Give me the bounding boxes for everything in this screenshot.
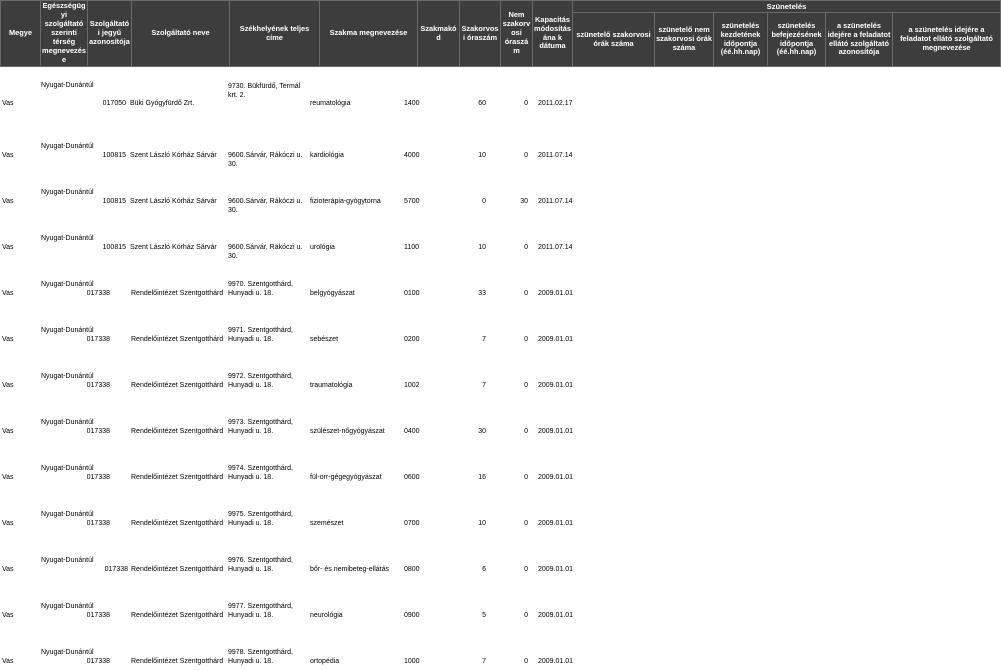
azonosito-cell: 017338: [86, 658, 110, 665]
szakmakod-cell: 4000: [404, 152, 420, 159]
col-header-szunetelo-nem-szakorvosi: szünetelő nem szakorvosi órák száma: [655, 13, 714, 67]
szakma-cell: szemészet: [310, 520, 344, 527]
szakorvosi-cell: 10: [478, 152, 486, 159]
szakmakod-cell: 0700: [404, 520, 420, 527]
nev-cell: Rendelőintézet Szentgotthárd: [131, 382, 224, 389]
szakma-cell: kardiológia: [310, 152, 344, 159]
col-header-szakmakod: Szakmakód: [418, 1, 460, 67]
cim-cell: 9978. Szentgotthárd, Hunyadi u. 18.: [228, 649, 293, 665]
nem-szakorvosi-cell: 0: [524, 244, 528, 251]
col-header-ellato-azonosito: a szünetelés idejére a feladatot ellátó szolgáltató azonosítója: [826, 13, 893, 67]
nev-cell: Szent László Kórház Sárvár: [130, 152, 217, 159]
terseg-cell: Nyugat-Dunántúl: [41, 511, 94, 518]
terseg-cell: Nyugat-Dunántúl: [41, 419, 94, 426]
megye-cell: Vas: [2, 658, 14, 665]
megye-cell: Vas: [2, 566, 14, 573]
szakma-cell: bőr- és nemibeteg-ellátás: [310, 566, 389, 573]
table-row: [0, 164, 960, 214]
terseg-cell: Nyugat-Dunántúl: [41, 465, 94, 472]
nem-szakorvosi-cell: 0: [524, 474, 528, 481]
table-row: [0, 394, 960, 440]
terseg-cell: Nyugat-Dunántúl: [41, 373, 94, 380]
szakma-cell: sebészet: [310, 336, 339, 343]
szakorvosi-cell: 7: [482, 382, 486, 389]
col-header-kapacitas-datum: Kapacitás módosításána k dátuma: [533, 1, 573, 67]
datum-cell: 2009.01.01: [538, 612, 574, 619]
szakorvosi-cell: 6: [482, 566, 486, 573]
megye-cell: Vas: [2, 336, 14, 343]
nem-szakorvosi-cell: 0: [524, 152, 528, 159]
szakma-cell: traumatológia: [310, 382, 353, 389]
table-row: [0, 624, 960, 670]
cim-cell: 9974. Szentgotthárd, Hunyadi u. 18.: [228, 465, 293, 481]
megye-cell: Vas: [2, 244, 14, 251]
cim-cell: 9976. Szentgotthárd, Hunyadi u. 18.: [228, 557, 293, 573]
cim-cell: 9600.Sárvár, Rákóczi u. 30.: [228, 244, 303, 260]
col-header-szunetelo-szakorvosi: szünetelő szakorvosi órák száma: [573, 13, 655, 67]
azonosito-cell: 100815: [102, 198, 126, 205]
azonosito-cell: 017338: [86, 428, 110, 435]
megye-cell: Vas: [2, 198, 14, 205]
szakorvosi-cell: 0: [482, 198, 486, 205]
datum-cell: 2009.01.01: [538, 336, 574, 343]
cim-cell: 9973. Szentgotthárd, Hunyadi u. 18.: [228, 419, 293, 435]
datum-cell: 2009.01.01: [538, 566, 574, 573]
terseg-cell: Nyugat-Dunántúl: [41, 82, 94, 89]
szakmakod-cell: 1100: [404, 244, 420, 251]
table-row: [0, 532, 960, 578]
szakmakod-cell: 0400: [404, 428, 420, 435]
col-header-befejezes: szünetelés befejezésének időpontja (éé.hh.nap): [768, 13, 826, 67]
datum-cell: 2011.07.14: [538, 152, 573, 159]
table-header: [0, 0, 993, 67]
cim-cell: 9972. Szentgotthárd, Hunyadi u. 18.: [228, 373, 293, 389]
cim-cell: 9975. Szentgotthárd, Hunyadi u. 18.: [228, 511, 293, 527]
nev-cell: Rendelőintézet Szentgotthárd: [131, 428, 224, 435]
nev-cell: Rendelőintézet Szentgotthárd: [131, 612, 224, 619]
nev-cell: Rendelőintézet Szentgotthárd: [131, 290, 224, 297]
szakmakod-cell: 0100: [404, 290, 420, 297]
cim-cell: 9971. Szentgotthárd, Hunyadi u. 18.: [228, 327, 293, 343]
table-row: [0, 486, 960, 532]
col-header-cim: Székhelyének teljes címe: [230, 1, 320, 67]
azonosito-cell: 100815: [102, 244, 126, 251]
megye-cell: Vas: [2, 100, 14, 107]
header-table: [0, 0, 1001, 67]
azonosito-cell: 100815: [102, 152, 126, 159]
nem-szakorvosi-cell: 0: [524, 290, 528, 297]
cim-cell: 9970. Szentgotthárd, Hunyadi u. 18.: [228, 281, 293, 297]
nev-cell: Rendelőintézet Szentgotthárd: [131, 520, 224, 527]
nem-szakorvosi-cell: 0: [524, 520, 528, 527]
datum-cell: 2009.01.01: [538, 520, 574, 527]
table-body: [0, 67, 960, 665]
datum-cell: 2009.01.01: [538, 382, 574, 389]
szakmakod-cell: 1002: [404, 382, 420, 389]
col-header-szakorvosi: Szakorvosi óraszám: [460, 1, 501, 67]
azonosito-cell: 017338: [86, 520, 110, 527]
col-header-ellato-megnevezes: a szünetelés idejére a feladatot ellátó szolgáltató megnevezése: [893, 13, 1001, 67]
azonosito-cell: 017338: [86, 612, 110, 619]
col-header-szakma: Szakma megnevezése: [320, 1, 418, 67]
terseg-cell: Nyugat-Dunántúl: [41, 557, 94, 564]
nem-szakorvosi-cell: 30: [520, 198, 528, 205]
szakorvosi-cell: 7: [482, 658, 486, 665]
szakma-cell: ortopédia: [310, 658, 340, 665]
nem-szakorvosi-cell: 0: [524, 612, 528, 619]
nem-szakorvosi-cell: 0: [524, 100, 528, 107]
nev-cell: Büki Gyógyfürdő Zrt.: [130, 100, 195, 107]
azonosito-cell: 017338: [104, 566, 128, 573]
szakmakod-cell: 1400: [404, 100, 420, 107]
terseg-cell: Nyugat-Dunántúl: [41, 281, 94, 288]
azonosito-cell: 017338: [86, 382, 110, 389]
cim-cell: 9977. Szentgotthárd, Hunyadi u. 18.: [228, 603, 293, 619]
nev-cell: Rendelőintézet Szentgotthárd: [131, 336, 224, 343]
szakma-cell: urológia: [310, 244, 335, 251]
szakma-cell: neurológia: [310, 612, 343, 619]
azonosito-cell: 017338: [86, 474, 110, 481]
table-row: [0, 256, 960, 302]
megye-cell: Vas: [2, 428, 14, 435]
nem-szakorvosi-cell: 0: [524, 336, 528, 343]
col-header-terseg: Egészségügyi szolgáltató szerinti térség megnevezése: [41, 1, 88, 67]
cim-cell: 9600.Sárvár, Rákóczi u. 30.: [228, 198, 303, 214]
col-header-nem-szakorvosi: Nem szakorvosi óraszám: [501, 1, 533, 67]
szakorvosi-cell: 10: [478, 520, 486, 527]
nev-cell: Rendelőintézet Szentgotthárd: [131, 474, 224, 481]
nev-cell: Rendelőintézet Szentgotthárd: [131, 566, 224, 573]
azonosito-cell: 017050: [102, 100, 126, 107]
datum-cell: 2011.07.14: [538, 244, 573, 251]
azonosito-cell: 017338: [86, 290, 110, 297]
datum-cell: 2009.01.01: [538, 474, 574, 481]
szakmakod-cell: 5700: [404, 198, 420, 205]
nev-cell: Rendelőintézet Szentgotthárd: [131, 658, 224, 665]
table-row: [0, 578, 960, 624]
col-header-azonosito: Szolgáltató i jegyű azonosítója: [88, 1, 132, 67]
szakorvosi-cell: 7: [482, 336, 486, 343]
datum-cell: 2011.07.14: [538, 198, 573, 205]
szakorvosi-cell: 5: [482, 612, 486, 619]
szakorvosi-cell: 60: [478, 100, 486, 107]
megye-cell: Vas: [2, 152, 14, 159]
nem-szakorvosi-cell: 0: [524, 658, 528, 665]
table-row: [0, 440, 960, 486]
table-row: [0, 72, 960, 118]
megye-cell: Vas: [2, 612, 14, 619]
nem-szakorvosi-cell: 0: [524, 428, 528, 435]
terseg-cell: Nyugat-Dunántúl: [41, 189, 94, 196]
szakma-cell: fül-orr-gégegyógyászat: [310, 474, 382, 481]
szakorvosi-cell: 33: [478, 290, 486, 297]
datum-cell: 2009.01.01: [538, 658, 574, 665]
terseg-cell: Nyugat-Dunántúl: [41, 649, 94, 656]
cim-cell: 9730. Bükfürdő, Termál krt. 2.: [228, 83, 301, 99]
table-row: [0, 302, 960, 348]
nev-cell: Szent László Kórház Sárvár: [130, 244, 217, 251]
nev-cell: Szent László Kórház Sárvár: [130, 198, 217, 205]
table-row: [0, 348, 960, 394]
szakmakod-cell: 0800: [404, 566, 420, 573]
col-header-kezdet: szünetelés kezdetének időpontja (éé.hh.nap): [714, 13, 768, 67]
szakmakod-cell: 0600: [404, 474, 420, 481]
cim-cell: 9600.Sárvár, Rákóczi u. 30.: [228, 152, 303, 168]
szakorvosi-cell: 30: [478, 428, 486, 435]
megye-cell: Vas: [2, 474, 14, 481]
szakorvosi-cell: 16: [478, 474, 486, 481]
terseg-cell: Nyugat-Dunántúl: [41, 235, 94, 242]
terseg-cell: Nyugat-Dunántúl: [41, 143, 94, 150]
group-header-szunetelés: Szünetelés: [573, 1, 1001, 13]
megye-cell: Vas: [2, 290, 14, 297]
szakma-cell: fizioterápia-gyógytorna: [310, 198, 381, 205]
table-row: [0, 118, 960, 168]
nem-szakorvosi-cell: 0: [524, 382, 528, 389]
szakma-cell: belgyógyászat: [310, 290, 355, 297]
datum-cell: 2009.01.01: [538, 428, 574, 435]
table-row: [0, 210, 960, 260]
megye-cell: Vas: [2, 520, 14, 527]
nem-szakorvosi-cell: 0: [524, 566, 528, 573]
col-header-megye: Megye: [1, 1, 41, 67]
szakorvosi-cell: 10: [478, 244, 486, 251]
szakma-cell: reumatológia: [310, 100, 351, 107]
col-header-nev: Szolgáltató neve: [132, 1, 230, 67]
terseg-cell: Nyugat-Dunántúl: [41, 603, 94, 610]
szakmakod-cell: 0200: [404, 336, 420, 343]
datum-cell: 2011.02.17: [538, 100, 573, 107]
szakmakod-cell: 0900: [404, 612, 420, 619]
terseg-cell: Nyugat-Dunántúl: [41, 327, 94, 334]
datum-cell: 2009.01.01: [538, 290, 574, 297]
szakma-cell: szülészet-nőgyógyászat: [310, 428, 385, 435]
azonosito-cell: 017338: [86, 336, 110, 343]
szakmakod-cell: 1000: [404, 658, 420, 665]
megye-cell: Vas: [2, 382, 14, 389]
